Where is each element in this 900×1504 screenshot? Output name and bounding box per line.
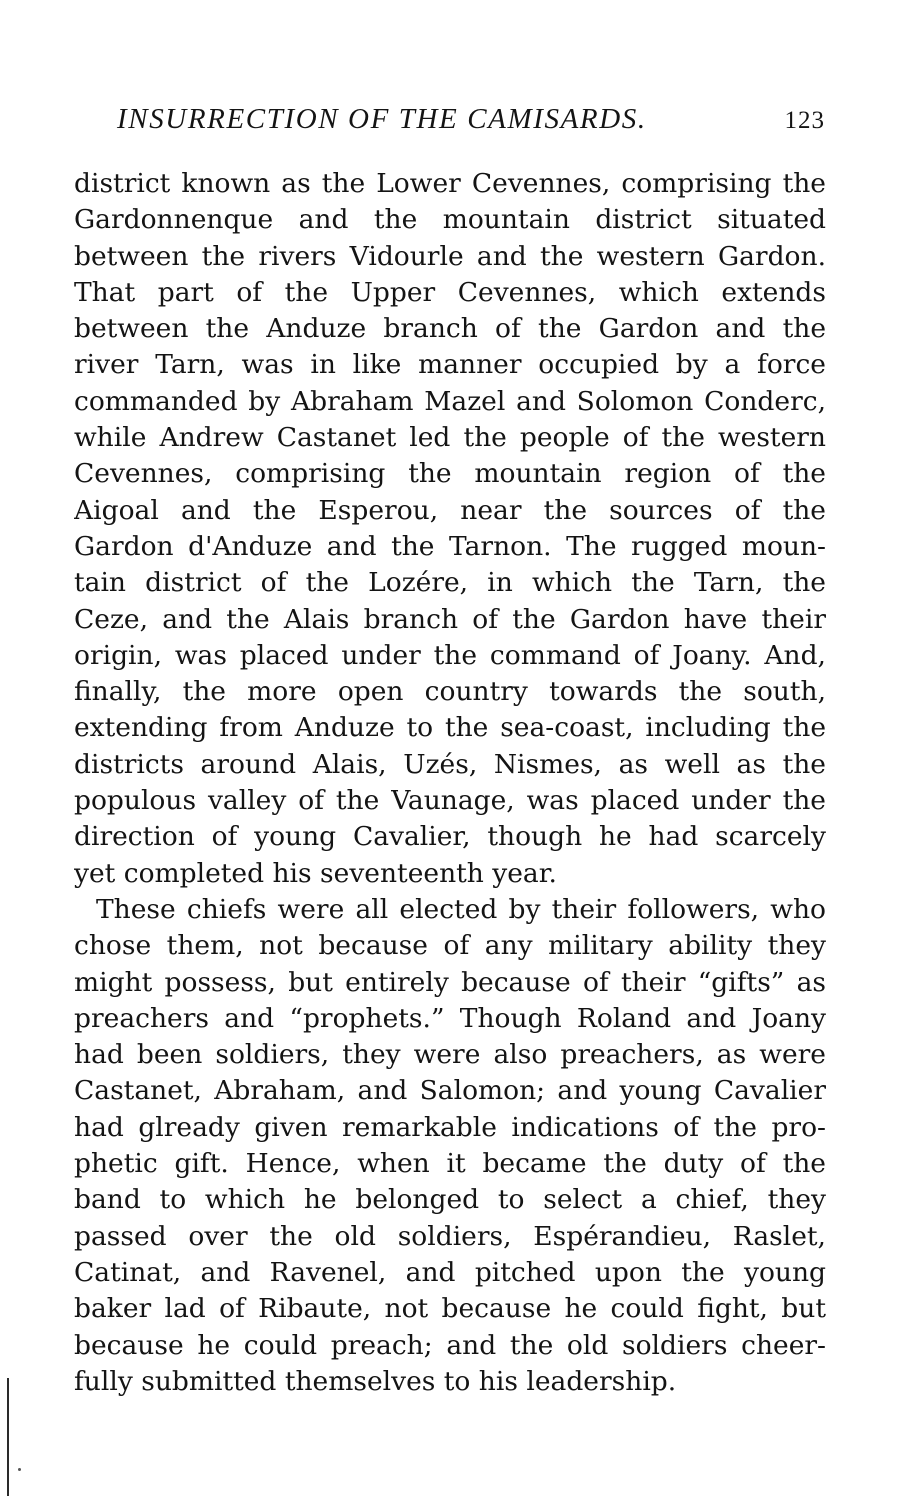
text-line: origin, was placed under the command of Joany. And, xyxy=(74,639,826,671)
text-line: districts around Alais, Uzés, Nismes, as well as the xyxy=(74,748,826,780)
text-line: Aigoal and the Esperou, near the sources of the xyxy=(74,494,826,526)
text-line: Ceze, and the Alais branch of the Gardon have their xyxy=(74,603,826,635)
text-line: populous valley of the Vaunage, was placed under the xyxy=(74,785,826,817)
text-line: Gardonnenque and the mountain district situated xyxy=(74,204,826,236)
text-line: yet completed his seventeenth year. xyxy=(74,857,557,889)
text-line: Cevennes, comprising the mountain region of the xyxy=(74,458,826,490)
text-line: These chiefs were all elected by their followers, who xyxy=(96,893,826,925)
text-line: chose them, not because of any military ability they xyxy=(74,930,826,962)
text-line: river Tarn, was in like manner occupied by a force xyxy=(74,349,826,381)
text-line: passed over the old soldiers, Espérandieu, Raslet, xyxy=(74,1220,826,1252)
text-line: fully submitted themselves to his leadership. xyxy=(74,1365,677,1397)
text-line: preachers and “prophets.” Though Roland and Joany xyxy=(74,1002,826,1034)
text-line: between the Anduze branch of the Gardon and the xyxy=(74,313,826,345)
text-line: while Andrew Castanet led the people of the western xyxy=(74,422,826,454)
text-line: baker lad of Ribaute, not because he could fight, but xyxy=(74,1293,826,1325)
text-line: because he could preach; and the old soldiers cheer- xyxy=(74,1329,826,1361)
text-line: Gardon d'Anduze and the Tarnon. The rugged moun- xyxy=(74,530,826,562)
text-line: Castanet, Abraham, and Salomon; and young Cavalier xyxy=(74,1075,826,1107)
scan-speck xyxy=(18,1468,21,1471)
scan-edge-mark xyxy=(7,1378,9,1496)
running-head xyxy=(117,103,825,143)
text-line: finally, the more open country towards the south, xyxy=(74,676,826,708)
text-line: tain district of the Lozére, in which the Tarn, the xyxy=(74,567,826,599)
body-text xyxy=(74,166,826,1400)
text-line: Catinat, and Ravenel, and pitched upon the young xyxy=(74,1256,826,1288)
text-line: band to which he belonged to select a chief, they xyxy=(74,1184,826,1216)
text-line: phetic gift. Hence, when it became the duty of the xyxy=(74,1148,826,1180)
text-line: district known as the Lower Cevennes, comprising the xyxy=(74,168,826,199)
text-line: extending from Anduze to the sea-coast, including the xyxy=(74,712,826,744)
text-line: might possess, but entirely because of their “gifts” as xyxy=(74,966,826,998)
text-line: had glready given remarkable indications of the pro- xyxy=(74,1111,826,1143)
text-line: between the rivers Vidourle and the western Gardon. xyxy=(74,240,826,272)
text-line: That part of the Upper Cevennes, which extends xyxy=(74,276,826,308)
page-number: 123 xyxy=(784,107,825,134)
text-line: direction of young Cavalier, though he had scarcely xyxy=(74,821,826,853)
running-title: INSURRECTION OF THE CAMISARDS. xyxy=(117,103,647,135)
text-line: had been soldiers, they were also preachers, as were xyxy=(74,1039,826,1071)
text-line: commanded by Abraham Mazel and Solomon Conderc, xyxy=(74,385,826,417)
